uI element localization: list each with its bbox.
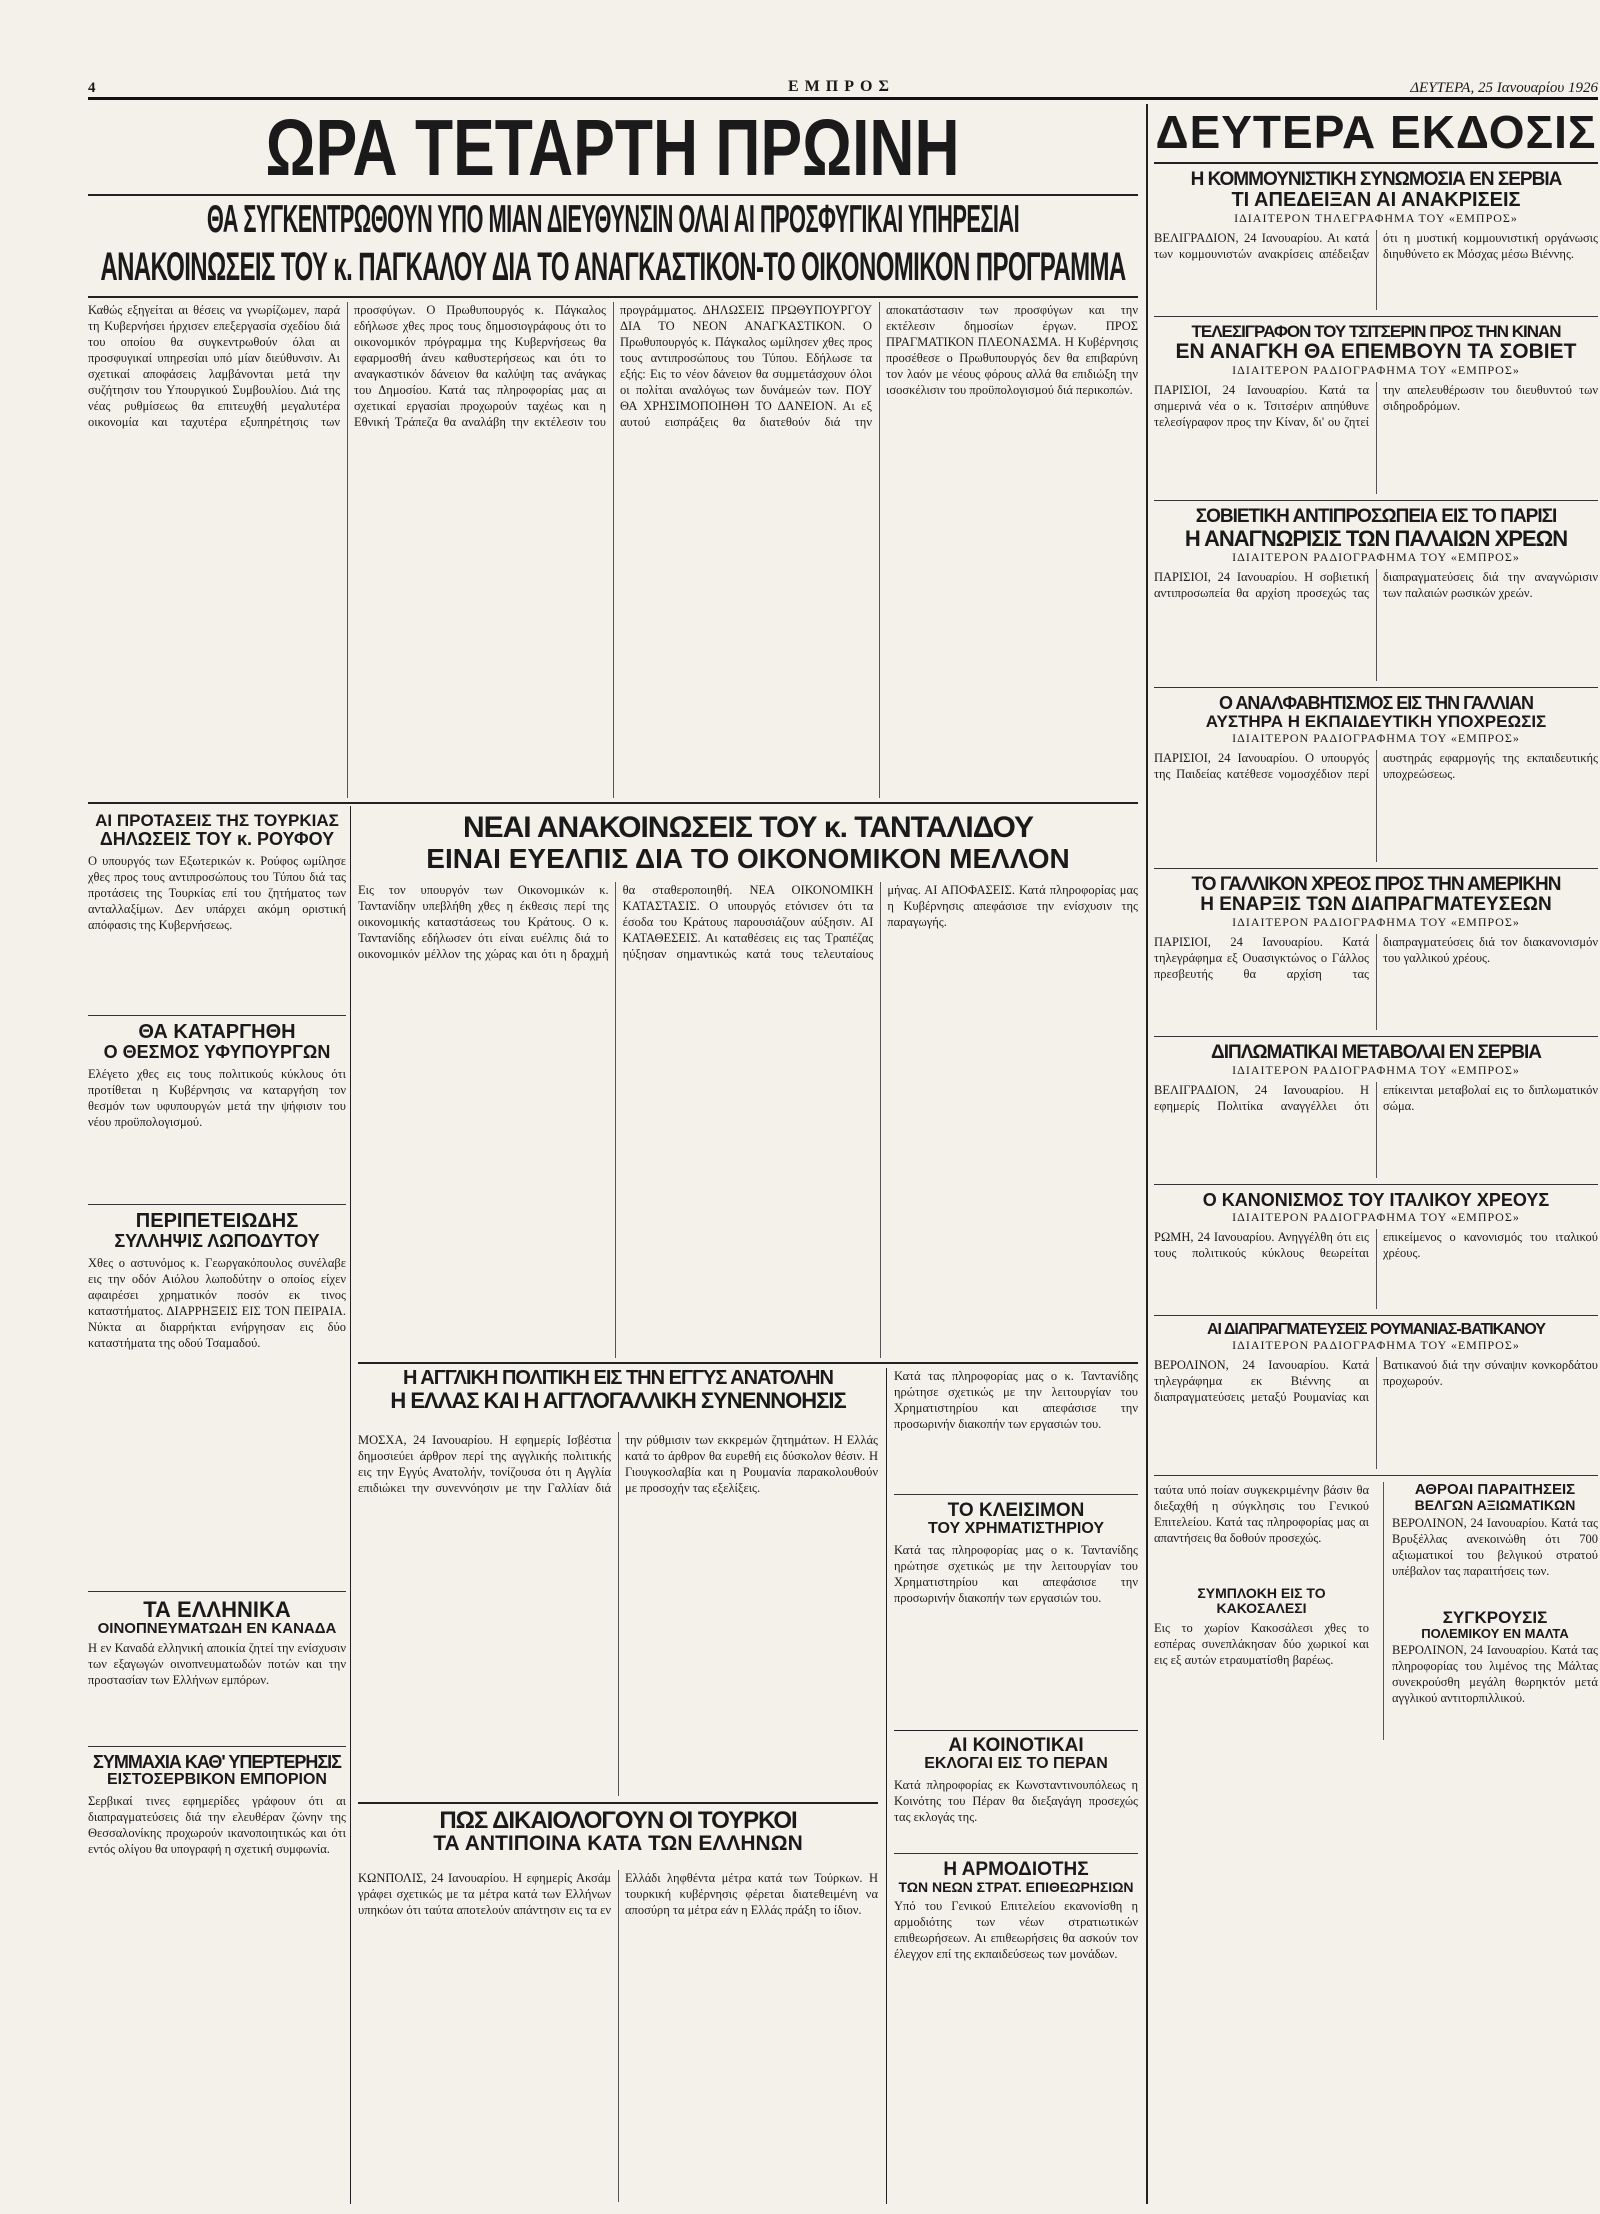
main-article-body: Καθώς εξηγείται αι θέσεις να γνωρίζωμεν, παρά τη Κυβερνήσει ήρχισεν επεξεργασία σχεδίου διά του οποίου θα συγκεντρωθούν όλαι αι προσφυγικαί υπηρεσίαι υπό μίαν διεύθυνσιν. Αι σχετικαί αποφάσεις λαμβάνονται μετά την συζήτησιν του Υπουργικού Συμβουλίου. Διά της νέας ρυθμίσεως θα επιτευχθή μεγαλυτέρα οικονομία και ταχυτέρα εξυπηρέτησις των προσφύγων. Ο Πρωθυπουργός κ. Πάγκαλος εδήλωσε χθες προς τους δημοσιογράφους ότι το οικονομικόν πρόγραμμα της Κυβερνήσεως θα εφαρμοσθή άνευ καθυστερήσεως και ότι το αναγκαστικόν δάνειον θα καλύψη τας ανάγκας του Δημοσίου. Κατά τας πληροφορίας μας αι σχετικαί εργασίαι προχωρούν ταχέως και η Εθνική Τράπεζα θα αναλάβη την εκτέλεσιν του προγράμματος. ΔΗΛΩΣΕΙΣ ΠΡΩΘΥΠΟΥΡΓΟΥ ΔΙΑ ΤΟ ΝΕΟΝ ΑΝΑΓΚΑΣΤΙΚΟΝ. Ο Πρωθυπουργός κ. Πάγκαλος ωμίλησεν χθες προς τους αντιπροσώπους του Τύπου. Εδήλωσε τα εξής: Εις το νέον δάνειον θα συμμετάσχουν όλοι οι πολίται αναλόγως των δυνάμεών των. ΠΟΥ ΘΑ ΧΡΗΣΙΜΟΠΟΙΗΘΗ ΤΟ ΔΑΝΕΙΟΝ. Αι εξ αυτού εισπράξεις θα διατεθούν διά την αποκατάστασιν των προσφύγων και την εκτέλεσιν δημοσίων έργων. ΠΡΟΣ ΠΡΑΓΜΑΤΙΚΟΝ ΠΛΕΟΝΑΣΜΑ. Η Κυβέρνησις προσέθεσε ο Πρωθυπουργός δεν θα επιβαρύνη τον λαόν με νέους φόρους αλλά θα επιδιώξη την ισοσκέλισιν του προϋπολογισμού διά περικοπών. [88,303,1138,429]
left-article-turkey: Ο υπουργός των Εξωτερικών κ. Ρούφος ωμίλησε χθες προς τους αντιπροσώπους του Τύπου διά τας προτάσεις της Τουρκίας επί του ζητήματος των ανταλλαξίμων. Δεν υπάρχει ακόμη οριστική απόφασις της Κυβερνήσεως. [88,853,346,932]
right-column [1154,108,1598,2204]
right-headline-paris-a: ΣΟΒΙΕΤΙΚΗ ΑΝΤΙΠΡΟΣΩΠΕΙΑ ΕΙΣ ΤΟ ΠΑΡΙΣΙ [1195,506,1557,528]
divider [88,194,1138,196]
center-article-tantalidis: Εις τον υπουργόν των Οικονομικών κ. Ταντανίδην υπεβλήθη χθες η έκθεσις περί της οικονομικής καταστάσεως του Κράτους. Ο κ. Ταντανίδης εδήλωσεν ότι είναι ευέλπις διά το οικονομικόν μέλλον της χώρας και ότι η δραχμή θα σταθεροποιηθή. ΝΕΑ ΟΙΚΟΝΟΜΙΚΗ ΚΑΤΑΣΤΑΣΙΣ. Ο υπουργός ετόνισεν ότι τα έσοδα του Κράτους παρουσιάζουν αύξησιν. ΑΙ ΚΑΤΑΘΕΣΕΙΣ. Αι καταθέσεις εις τας Τραπέζας ηύξησαν σημαντικώς κατά τους τελευταίους μήνας. ΑΙ ΑΠΟΦΑΣΕΙΣ. Κατά πληροφορίας μας η Κυβέρνησις απεφάσισε την ενίσχυσιν της παραγωγής. [358,883,1138,961]
right-subhead-italian-debt: ΙΔΙΑΙΤΕΡΟΝ ΡΑΔΙΟΓΡΑΦΗΜΑ ΤΟΥ «ΕΜΠΡΟΣ» [1232,1209,1520,1224]
right-headline-debt-b: Η ΕΝΑΡΞΙΣ ΤΩΝ ΔΙΑΠΡΑΓΜΑΤΕΥΣΕΩΝ [1200,893,1552,915]
center-headline-tantalidis: ΝΕΑΙ ΑΝΑΚΟΙΝΩΣΕΙΣ ΤΟΥ κ. ΤΑΝΤΑΛΙΔΟΥ ΕΙΝΑΙ ΕΥΕΛΠΙΣ ΔΙΑ ΤΟ ΟΙΚΟΝΟΜΙΚΟΝ ΜΕΛΛΟΝ [426,812,1070,874]
center-headline-stock-exchange-a: ΤΟ ΚΛΕΙΣΙΜΟΝ [947,1500,1085,1521]
center-article-stock-exchange: Κατά τας πληροφορίας μας ο κ. Ταντανίδης ηρώτησε σχετικώς με την λειτουργίαν του Χρηματιστηρίου και απεφάσισε την προσωρινήν διακοπήν των εργασιών του. [894,1542,1138,1605]
right-subhead-serbia: ΙΔΙΑΙΤΕΡΟΝ ΤΗΛΕΓΡΑΦΗΜΑ ΤΟΥ «ΕΜΠΡΟΣ» [1234,211,1518,226]
right-headline-paris-b: Η ΑΝΑΓΝΩΡΙΣΙΣ ΤΩΝ ΠΑΛΑΙΩΝ ΧΡΕΩΝ [1184,526,1568,552]
left-article-undersecretaries: Ελέγετο χθες εις τους πολιτικούς κύκλους ότι προτίθεται η Κυβέρνησις να καταργήση τον θεσμόν των υφυπουργών μετά την ψήφισιν του νέου προϋπολογισμού. [88,1066,346,1129]
left-headline-trade-a: ΣΥΜΜΑΧΙΑ ΚΑΘ' ΥΠΕΡΤΕΡΗΣΙΣ [93,1752,341,1773]
right-headline-serbia-b: ΤΙ ΑΠΕΔΕΙΞΑΝ ΑΙ ΑΝΑΚΡΙΣΕΙΣ [1231,189,1521,212]
center-article-turks: ΚΩΝΠΟΛΙΣ, 24 Ιανουαρίου. Η εφημερίς Ακσάμ γράφει σχετικώς με τα μέτρα κατά των Ελλήνων υπηκόων ότι ταύτα αποτελούν απάντησιν εις τα εν Ελλάδι ληφθέντα μέτρα κατά των Τούρκων. Η τουρκική κυβέρνησις φέρεται διατεθειμένη να αποσύρη τα μέτρα εάν η Ελλάς πράξη το ίδιον. [358,1871,878,1917]
main-banner-block [88,108,1138,192]
right-article-clash: Εις το χωρίον Κακοσάλεσι χθες το εσπέρας συνεπλάκησαν δύο χωρικοί και εις εξ αυτών ετραυματίσθη βαρέως. [1154,1620,1369,1667]
right-headline-serbia-a: Η ΚΟΜΜΟΥΝΙΣΤΙΚΗ ΣΥΝΩΜΟΣΙΑ ΕΝ ΣΕΡΒΙΑ [1190,169,1562,191]
center-article-inspections: Υπό του Γενικού Επιτελείου εκανονίσθη η αρμοδιότης των νέων στρατιωτικών επιθεωρήσεων. Αι επιθεωρήσεις θα ασκούν τον έλεγχον επί της εκπαιδεύσεως των μονάδων. [894,1899,1138,1962]
right-headline-debt-a: ΤΟ ΓΑΛΛΙΚΟΝ ΧΡΕΟΣ ΠΡΟΣ ΤΗΝ ΑΜΕΡΙΚΗΝ [1191,873,1561,895]
newspaper-page [88,78,1598,2208]
right-subhead-diplomatic: ΙΔΙΑΙΤΕΡΟΝ ΡΑΔΙΟΓΡΑΦΗΜΑ ΤΟΥ «ΕΜΠΡΟΣ» [1232,1062,1520,1077]
right-headline-belgian-a: ΑΘΡΟΑΙ ΠΑΡΑΙΤΗΣΕΙΣ [1414,1481,1576,1499]
main-headline-2: ΑΝΑΚΟΙΝΩΣΕΙΣ ΤΟΥ κ. ΠΑΓΚΑΛΟΥ ΔΙΑ ΤΟ ΑΝΑΓΚΑΣΤΙΚΟΝ-ΤΟ ΟΙΚΟΝΟΜΙΚΟΝ ΠΡΟΓΡΑΜΜΑ [100,246,1126,289]
right-article-italian-debt: ΡΩΜΗ, 24 Ιανουαρίου. Ανηγγέλθη ότι εις τους πολιτικούς κύκλους θεωρείται επικείμενος ο κανονισμός του ιταλικού χρέους. [1154,1229,1598,1260]
divider [358,1362,1138,1364]
right-subhead-paris: ΙΔΙΑΙΤΕΡΟΝ ΡΑΔΙΟΓΡΑΦΗΜΑ ΤΟΥ «ΕΜΠΡΟΣ» [1232,550,1520,565]
center-article-continued: Κατά τας πληροφορίας μας ο κ. Ταντανίδης ηρώτησε σχετικώς με την λειτουργίαν του Χρηματιστηρίου και απεφάσισε την προσωρινήν διακοπήν των εργασιών του. [894,1369,1138,1431]
right-headline-china-b: ΕΝ ΑΝΑΓΚΗ ΘΑ ΕΠΕΜΒΟΥΝ ΤΑ ΣΟΒΙΕΤ [1175,340,1577,364]
left-article-pickpocket: Χθες ο αστυνόμος κ. Γεωργακόπουλος συνέλαβε εις την οδόν Αιόλου λωποδύτην ο οποίος είχεν αφαιρέσει χρηματικόν ποσόν εκ τινος καταστήματος. ΔΙΑΡΡΗΞΕΙΣ ΕΙΣ ΤΟΝ ΠΕΙΡΑΙΑ. Νύκτα αι διαρρήκται ενήργησαν εις δύο καταστήματα της οδού Τσαμαδού. [88,1255,346,1350]
right-headline-literacy-b: ΑΥΣΤΗΡΑ Η ΕΚΠΑΙΔΕΥΤΙΚΗ ΥΠΟΧΡΕΩΣΙΣ [1205,712,1547,732]
right-article-debt: ΠΑΡΙΣΙΟΙ, 24 Ιανουαρίου. Κατά τηλεγράφημα εξ Ουασιγκτώνος ο Γάλλος πρεσβευτής θα αρχίση τας διαπραγματεύσεις διά τον διακανονισμόν του γαλλικού χρέους. [1154,934,1598,981]
right-article-belgian: ΒΕΡΟΛΙΝΟΝ, 24 Ιανουαρίου. Κατά τας Βρυξέλλας ανεκοινώθη ότι 700 αξιωματικοί του βελγικού στρατού υπέβαλον τας παραιτήσεις των. [1392,1515,1598,1578]
right-headline-malta-a: ΣΥΓΚΡΟΥΣΙΣ [1442,1607,1548,1627]
right-subhead-china: ΙΔΙΑΙΤΕΡΟΝ ΡΑΔΙΟΓΡΑΦΗΜΑ ΤΟΥ «ΕΜΠΡΟΣ» [1232,363,1520,378]
masthead [88,78,1598,100]
center-headline-elections-b: ΕΚΛΟΓΑΙ ΕΙΣ ΤΟ ΠΕΡΑΝ [924,1754,1108,1772]
paper-name: ΕΜΠΡΟΣ [788,78,895,95]
right-headline-malta-b: ΠΟΛΕΜΙΚΟΥ ΕΝ ΜΑΛΤΑ [1421,1625,1569,1641]
right-subhead-debt: ΙΔΙΑΙΤΕΡΟΝ ΡΑΔΙΟΓΡΑΦΗΜΑ ΤΟΥ «ΕΜΠΡΟΣ» [1232,914,1520,929]
center-article-elections: Κατά πληροφορίας εκ Κωνσταντινουπόλεως η Κοινότης του Πέραν θα διεξαγάγη προσεχώς τας εκλογάς της. [894,1777,1138,1824]
divider [88,802,1138,804]
right-article-china: ΠΑΡΙΣΙΟΙ, 24 Ιανουαρίου. Κατά τα σημερινά νέα ο κ. Τσιτσέριν απηύθυνε τελεσίγραφον προς την Κίναν, δι' ου ζητεί την απελευθέρωσιν του διευθυντού των σιδηροδρόμων. [1154,383,1598,430]
right-headline-italian-debt: Ο ΚΑΝΟΝΙΣΜΟΣ ΤΟΥ ΙΤΑΛΙΚΟΥ ΧΡΕΟΥΣ [1202,1189,1550,1210]
column-divider [1146,104,1148,2204]
left-headline-undersecretaries-b: Ο ΘΕΣΜΟΣ ΥΦΥΠΟΥΡΓΩΝ [103,1041,331,1062]
issue-date: ΔΕΥΤΕΡΑ, 25 Ιανουαρίου 1926 [1410,80,1598,96]
center-headline-turks: ΠΩΣ ΔΙΚΑΙΟΛΟΓΟΥΝ ΟΙ ΤΟΥΡΚΟΙ ΤΑ ΑΝΤΙΠΟΙΝΑ ΚΑΤΑ ΤΩΝ ΕΛΛΗΝΩΝ [433,1808,803,1856]
center-headline-elections-a: ΑΙ ΚΟΙΝΟΤΙΚΑΙ [948,1736,1084,1756]
left-article-trade: Σερβικαί τινες εφημερίδες γράφουν ότι αι διαπραγματεύσεις διά την ελευθέραν ζώνην της Θεσσαλονίκης προχωρούν ικανοποιητικώς και ότι εντός ολίγου θα υπογραφή η σχετική συμφωνία. [88,1794,346,1857]
left-headline-turkey-b: ΔΗΛΩΣΕΙΣ ΤΟΥ κ. ΡΟΥΦΟΥ [99,828,335,849]
right-article-continued: ταύτα υπό ποίαν συγκεκριμένην βάσιν θα διεξαχθή η σύγκλησις του Γενικού Επιτελείου. Κατά τας πληροφορίας μας αι απαντήσεις θα δοθούν προσεχώς. [1154,1483,1369,1546]
divider [358,1802,878,1804]
right-article-paris: ΠΑΡΙΣΙΟΙ, 24 Ιανουαρίου. Η σοβιετική αντιπροσωπεία θα αρχίση προσεχώς τας διαπραγματεύσεις διά την αναγνώρισιν των παλαιών ρωσικών χρεών. [1154,570,1598,601]
left-headline-trade-b: ΕΙΣΤΟΣΕΡΒΙΚΟΝ ΕΜΠΟΡΙΟΝ [107,1771,327,1789]
center-right-stack-2 [894,1736,1138,2206]
right-headline-clash: ΣΥΜΠΛΟΚΗ ΕΙΣ ΤΟ ΚΑΚΟΣΑΛΕΣΙ [1197,1585,1326,1617]
center-right-stack [894,1368,1138,1724]
right-headline-china-a: ΤΕΛΕΣΙΓΡΑΦΟΝ ΤΟΥ ΤΣΙΤΣΕΡΙΝ ΠΡΟΣ ΤΗΝ ΚΙΝΑΝ [1191,322,1561,342]
page-number: 4 [88,80,96,96]
column-divider [886,1368,887,2204]
center-headline-stock-exchange-b: ΤΟΥ ΧΡΗΜΑΤΙΣΤΗΡΙΟΥ [928,1519,1104,1537]
center-headline-british-policy: Η ΑΓΓΛΙΚΗ ΠΟΛΙΤΙΚΗ ΕΙΣ ΤΗΝ ΕΓΓΥΣ ΑΝΑΤΟΛΗΝ Η ΕΛΛΑΣ ΚΑΙ Η ΑΓΓΛΟΓΑΛΛΙΚΗ ΣΥΝΕΝΝΟΗΣΙΣ [390,1368,846,1413]
center-headline-inspections-a: Η ΑΡΜΟΔΙΟΤΗΣ [943,1858,1089,1880]
right-banner: ΔΕΥΤΕΡΑ ΕΚΔΟΣΙΣ [1155,108,1597,158]
right-article-vatican: ΒΕΡΟΛΙΝΟΝ, 24 Ιανουαρίου. Κατά τηλεγράφημα εκ Βιέννης αι διαπραγματεύσεις μεταξύ Ρουμανίας και Βατικανού διά την σύναψιν κονκορδάτου προχωρούν. [1154,1358,1598,1405]
left-column [88,812,346,2204]
left-headline-pickpocket-b: ΣΥΛΛΗΨΙΣ ΛΩΠΟΔΥΤΟΥ [114,1230,320,1251]
left-headline-pickpocket-a: ΠΕΡΙΠΕΤΕΙΩΔΗΣ [135,1209,299,1232]
right-headline-literacy-a: Ο ΑΝΑΛΦΑΒΗΤΙΣΜΟΣ ΕΙΣ ΤΗΝ ΓΑΛΛΙΑΝ [1219,693,1533,714]
right-article-malta: ΒΕΡΟΛΙΝΟΝ, 24 Ιανουαρίου. Κατά τας πληροφορίας του λιμένος της Μάλτας συνεκρούσθη μεγάλη θωρηκτόν μετά αγγλικού αντιτορπιλλικού. [1392,1643,1598,1706]
main-banner: ΩΡΑ ΤΕΤΑΡΤΗ ΠΡΩΙΝΗ [265,108,960,192]
column-divider [350,806,351,2204]
divider [88,296,1138,298]
left-headline-undersecretaries-a: ΘΑ ΚΑΤΑΡΓΗΘΗ [138,1020,296,1043]
center-article-british-policy: ΜΟΣΧΑ, 24 Ιανουαρίου. Η εφημερίς Ισβέστια δημοσιεύει άρθρον περί της αγγλικής πολιτικής εις την Εγγύς Ανατολήν, τονίζουσα ότι η Αγγλία επιδιώκει την συνεννόησιν με την Γαλλίαν διά την ρύθμισιν των εκκρεμών ζητημάτων. Η Ελλάς κατά το άρθρον θα ευρεθή εις δύσκολον θέσιν. Η Γιουγκοσλαβία και η Ρουμανία παρακολουθούν με προσοχήν τας εξελίξεις. [358,1433,878,1495]
divider [894,1730,1138,1731]
main-headline-1: ΘΑ ΣΥΓΚΕΝΤΡΩΘΟΥΝ ΥΠΟ ΜΙΑΝ ΔΙΕΥΘΥΝΣΙΝ ΟΛΑΙ ΑΙ ΠΡΟΣΦΥΓΙΚΑΙ ΥΠΗΡΕΣΙΑΙ [206,200,1020,241]
left-headline-canada-b: ΟΙΝΟΠΝΕΥΜΑΤΩΔΗ ΕΝ ΚΑΝΑΔΑ [97,1619,337,1637]
right-headline-belgian-b: ΒΕΛΓΩΝ ΑΞΙΩΜΑΤΙΚΩΝ [1414,1497,1576,1514]
right-headline-vatican: ΑΙ ΔΙΑΠΡΑΓΜΑΤΕΥΣΕΙΣ ΡΟΥΜΑΝΙΑΣ-ΒΑΤΙΚΑΝΟΥ [1206,1320,1546,1338]
left-headline-turkey-a: ΑΙ ΠΡΟΤΑΣΕΙΣ ΤΗΣ ΤΟΥΡΚΙΑΣ [95,812,339,830]
right-article-diplomatic: ΒΕΛΙΓΡΑΔΙΟΝ, 24 Ιανουαρίου. Η εφημερίς Πολιτίκα αναγγέλλει ότι επίκεινται μεταβολαί εις το διπλωματικόν σώμα. [1154,1082,1598,1113]
right-article-serbia: ΒΕΛΙΓΡΑΔΙΟΝ, 24 Ιανουαρίου. Αι κατά των κομμουνιστών ανακρίσεις απέδειξαν ότι η μυστική κομμουνιστική οργάνωσις διηυθύνετο εκ Μόσχας μέσω Βιέννης. [1154,231,1598,262]
left-headline-canada-a: ΤΑ ΕΛΛΗΝΙΚΑ [143,1596,291,1622]
left-article-canada: Η εν Καναδά ελληνική αποικία ζητεί την ενίσχυσιν των εξαγωγών οινοπνευματωδών ποτών και την προστασίαν των Ελλήνων εμπόρων. [88,1641,346,1688]
center-headline-inspections-b: ΤΩΝ ΝΕΩΝ ΣΤΡΑΤ. ΕΠΙΘΕΩΡΗΣΙΩΝ [898,1878,1134,1895]
right-article-literacy: ΠΑΡΙΣΙΟΙ, 24 Ιανουαρίου. Ο υπουργός της Παιδείας κατέθεσε νομοσχέδιον περί αυστηράς εφαρμογής της εκπαιδευτικής υποχρεώσεως. [1154,750,1598,781]
right-headline-diplomatic: ΔΙΠΛΩΜΑΤΙΚΑΙ ΜΕΤΑΒΟΛΑΙ ΕΝ ΣΕΡΒΙΑ [1211,1041,1541,1063]
right-subhead-literacy: ΙΔΙΑΙΤΕΡΟΝ ΡΑΔΙΟΓΡΑΦΗΜΑ ΤΟΥ «ΕΜΠΡΟΣ» [1232,730,1520,745]
right-subhead-vatican: ΙΔΙΑΙΤΕΡΟΝ ΡΑΔΙΟΓΡΑΦΗΜΑ ΤΟΥ «ΕΜΠΡΟΣ» [1232,1338,1520,1353]
